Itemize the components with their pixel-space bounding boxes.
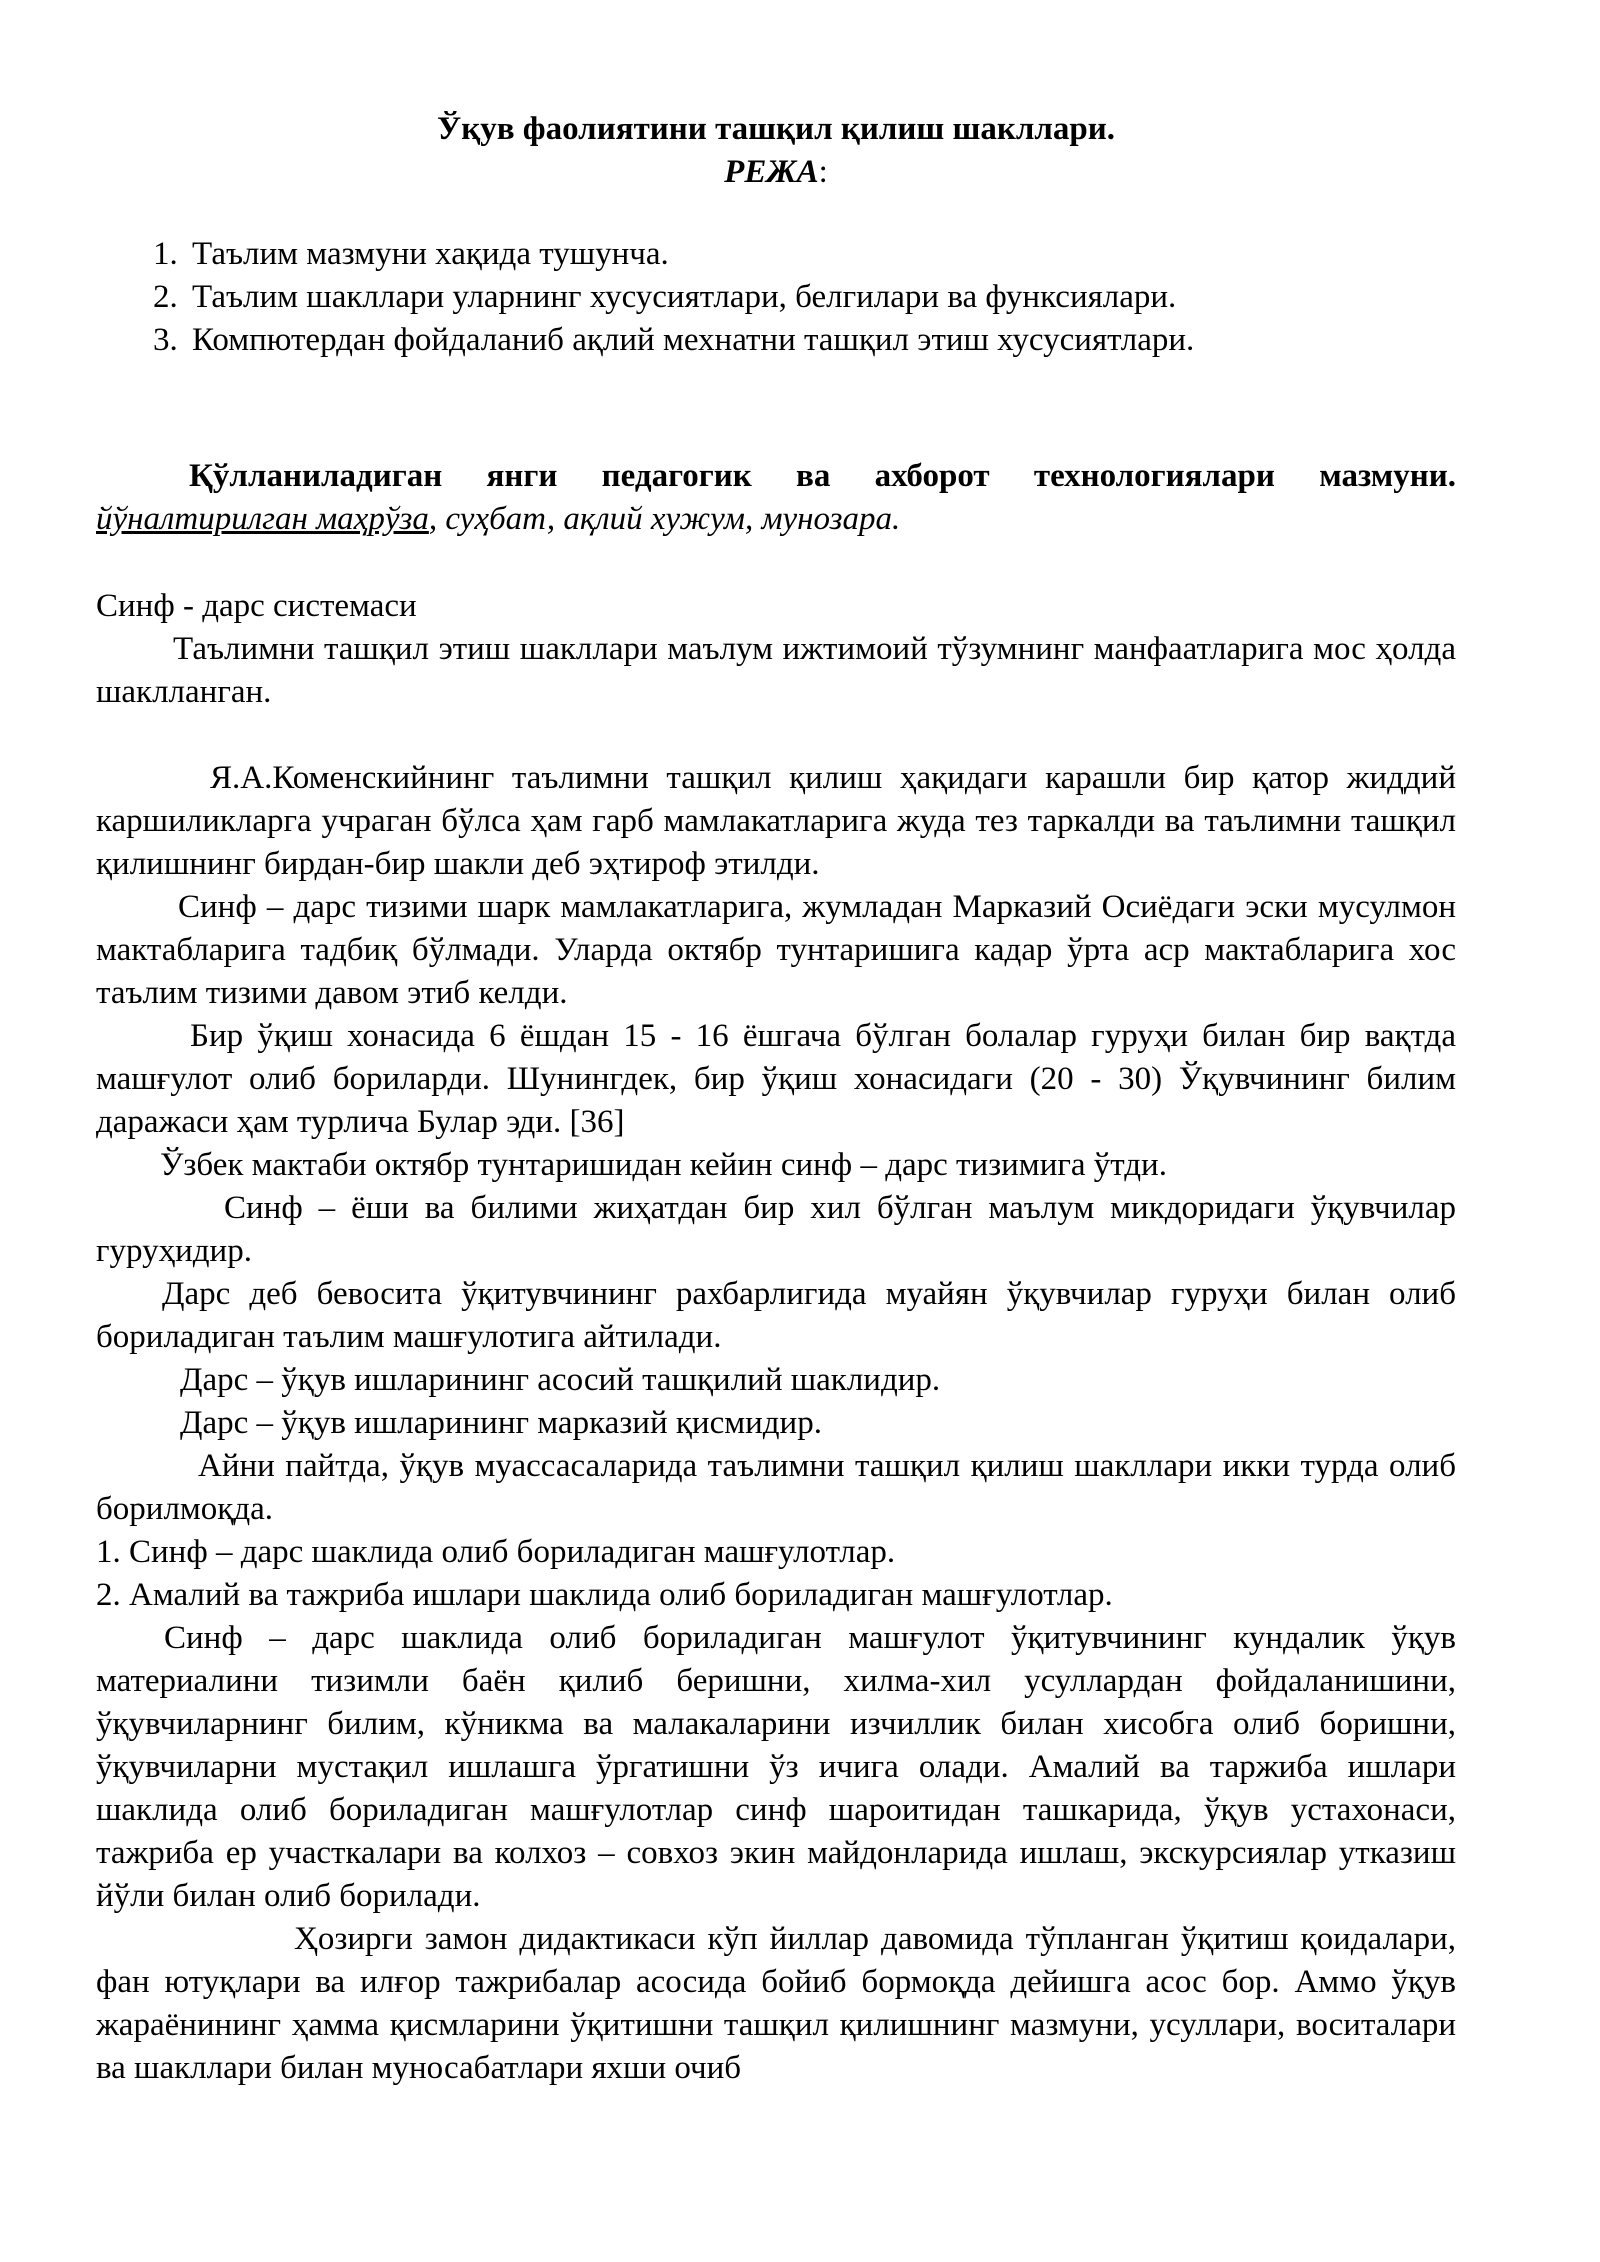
plan-heading bbox=[96, 151, 1456, 194]
paragraph: Дарс деб бевосита ўқитувчининг рахбарлигида муайян ўқувчилар гуруҳи билан олиб бориладиган таълим машғулотига айтилади. bbox=[96, 1276, 1456, 1355]
paragraph: Айни пайтда, ўқув муассасаларида таълимни ташқил қилиш шакллари икки турда олиб борилмоқда. bbox=[96, 1448, 1456, 1527]
technologies-heading: Қўлланиладиган янги педагогик ва ахборот технологиялари мазмуни. bbox=[189, 458, 1456, 494]
technologies-list: , суҳбат, ақлий хужум, мунозара. bbox=[428, 501, 901, 537]
paragraph: Синф – дарс тизими шарк мамлакатларига, жумладан Марказий Осиёдаги эски мусулмон мактабларига тадбиқ бўлмади. Уларда октябр тунтаришига кадар ўрта аср мактабларига хос таълим тизими давом этиб келди. bbox=[96, 889, 1456, 1011]
paragraph: Бир ўқиш хонасида 6 ёшдан 15 - 16 ёшгача бўлган болалар гуруҳи билан бир вақтда машғулот олиб бориларди. Шунингдек, бир ўқиш хонасидаги (20 - 30) Ўқувчининг билим даражаси ҳам турлича Булар эди. [36] bbox=[96, 1018, 1456, 1140]
paragraph: 2. Амалий ва тажриба ишлари шаклида олиб бориладиган машғулотлар. bbox=[96, 1577, 1113, 1613]
document-content bbox=[96, 108, 1456, 2090]
paragraph: Синф – дарс шаклида олиб бориладиган машғулот ўқитувчининг кундалик ўқув материалини тизимли баён қилиб беришни, хилма-хил усуллардан фойдаланишини, ўқувчиларнинг билим, кўникма ва малакаларини изчиллик билан хисобга олиб боришни, ўқувчиларни мустақил ишлашга ўргатишни ўз ичига олади. Амалий ва таржиба ишлари шаклида олиб бориладиган машғулотлар синф шароитидан ташкарида, ўқув устахонаси, тажриба ер участкалари ва колхоз – совхоз экин майдонларида ишлаш, экскурсиялар утказиш йўли билан олиб борилади. bbox=[96, 1620, 1456, 1914]
document-title: Ўқув фаолиятини ташқил қилиш шакллари. bbox=[436, 111, 1116, 147]
plan-item: 3. Компютердан фойдаланиб ақлий мехнатни ташқил этиш хусусиятлари. bbox=[186, 319, 1456, 362]
section-heading: Синф - дарс системаси bbox=[96, 588, 417, 624]
paragraph: Ўзбек мактаби октябр тунтаришидан кейин синф – дарс тизимига ўтди. bbox=[160, 1147, 1167, 1183]
plan-list bbox=[96, 233, 1456, 362]
paragraph: 1. Синф – дарс шаклида олиб бориладиган машғулотлар. bbox=[96, 1534, 896, 1570]
paragraph: Ҳозирги замон дидактикаси кўп йиллар давомида тўпланган ўқитиш қоидалари, фан ютуқлари ва илғор тажрибалар асосида бойиб бормоқда дейишга асос бор. Аммо ўқув жараёнининг ҳамма қисмларини ўқитишни ташқил қилишнинг мазмуни, усуллари, воситалари ва шакллари билан муносабатлари яхши очиб bbox=[96, 1921, 1456, 2086]
paragraph: Синф – ёши ва билими жиҳатдан бир хил бўлган маълум микдоридаги ўқувчилар гуруҳидир. bbox=[96, 1190, 1456, 1269]
plan-label: РЕЖА bbox=[724, 154, 819, 190]
paragraph: Дарс – ўқув ишларининг асосий ташқилий шаклидир. bbox=[180, 1362, 941, 1398]
technologies-underlined: йўналтирилган маҳрўза bbox=[96, 501, 429, 537]
plan-item: 1. Таълим мазмуни хақида тушунча. bbox=[186, 233, 1456, 276]
paragraph: Таълимни ташқил этиш шакллари маълум ижтимоий тўзумнинг манфаатларига мос ҳолда шаклланган. bbox=[96, 631, 1456, 710]
paragraph: Дарс – ўқув ишларининг марказий қисмидир. bbox=[180, 1405, 822, 1441]
technologies-paragraph bbox=[96, 455, 1456, 541]
plan-colon: : bbox=[818, 154, 828, 190]
paragraph: Я.А.Коменскийнинг таълимни ташқил қилиш ҳақидаги карашли бир қатор жиддий каршиликларга учраган бўлса ҳам гарб мамлакатларига жуда тез таркалди ва таълимни ташқил қилишнинг бирдан-бир шакли деб эҳтироф этилди. bbox=[96, 760, 1456, 882]
plan-item: 2. Таълим шакллари уларнинг хусусиятлари, белгилари ва функсиялари. bbox=[186, 276, 1456, 319]
